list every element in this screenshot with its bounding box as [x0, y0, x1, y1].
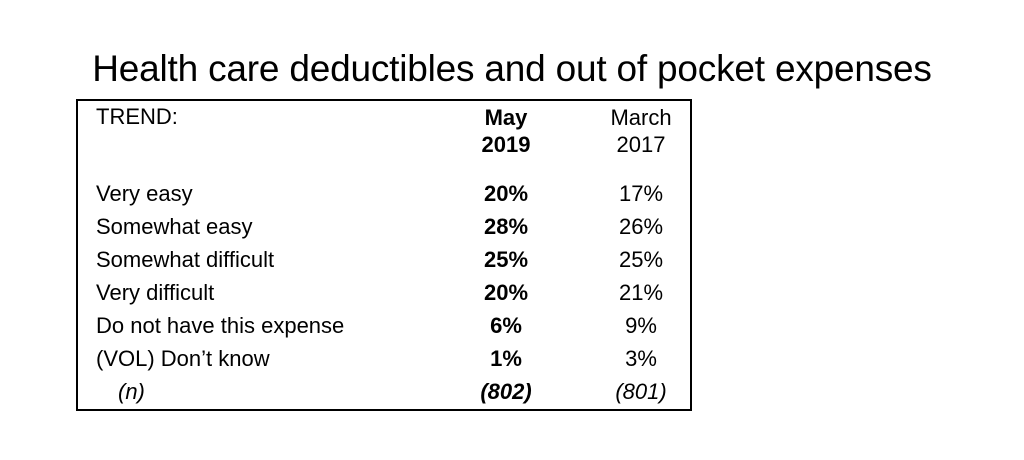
column-header-march-2017-line2: 2017	[616, 131, 666, 157]
table-row	[78, 343, 708, 376]
row-value-may-2019: 20%	[483, 181, 529, 207]
table-row	[78, 310, 708, 343]
trend-label: TREND:	[96, 104, 178, 129]
base-row-value-may-2019: (802)	[480, 379, 532, 405]
table-row	[78, 244, 708, 277]
column-header-march-2017	[574, 101, 708, 178]
row-label: Somewhat difficult	[96, 247, 275, 273]
row-label: Do not have this expense	[96, 313, 345, 339]
trend-table-container	[76, 99, 692, 411]
row-value-march-2017: 21%	[618, 280, 664, 306]
row-label: Very easy	[96, 181, 193, 207]
row-label: (VOL) Don’t know	[96, 346, 270, 372]
row-value-march-2017: 17%	[618, 181, 664, 207]
trend-table	[78, 101, 708, 409]
column-header-march-2017-line1: March	[610, 105, 672, 130]
row-value-march-2017: 3%	[625, 346, 657, 372]
table-row	[78, 277, 708, 310]
base-row-label: (n)	[118, 379, 145, 405]
column-header-may-2019	[438, 101, 574, 178]
row-value-may-2019: 6%	[490, 313, 522, 339]
table-row	[78, 211, 708, 244]
column-header-may-2019-line1: May	[484, 105, 528, 130]
row-value-may-2019: 1%	[490, 346, 522, 372]
table-row	[78, 178, 708, 211]
row-value-march-2017: 26%	[618, 214, 664, 240]
row-label: Very difficult	[96, 280, 215, 306]
base-row-value-march-2017: (801)	[615, 379, 667, 405]
table-base-row	[78, 376, 708, 409]
table-header-row	[78, 101, 708, 178]
row-value-may-2019: 28%	[483, 214, 529, 240]
row-label: Somewhat easy	[96, 214, 253, 240]
row-value-may-2019: 20%	[483, 280, 529, 306]
column-header-may-2019-line2: 2019	[481, 131, 531, 157]
row-value-march-2017: 9%	[625, 313, 657, 339]
row-value-march-2017: 25%	[618, 247, 664, 273]
row-value-may-2019: 25%	[483, 247, 529, 273]
page-title: Health care deductibles and out of pocket expenses	[92, 48, 932, 89]
